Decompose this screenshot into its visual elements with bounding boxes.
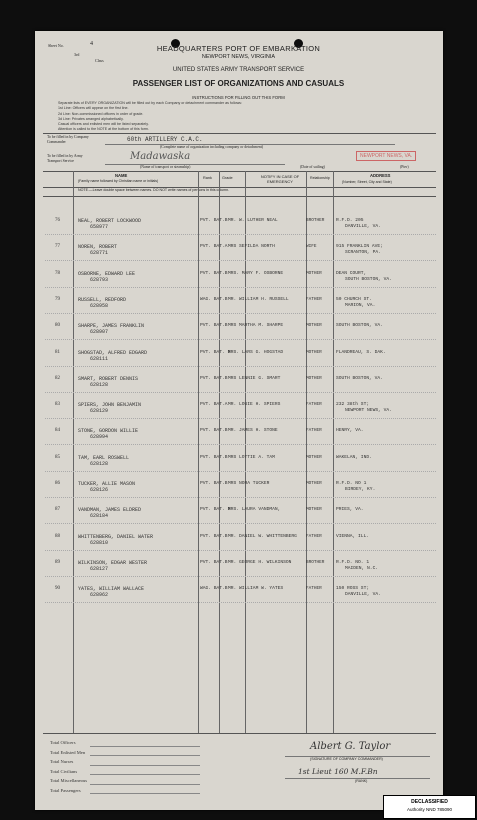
address-line-1: SOUTH BOSTON, VA. xyxy=(336,375,383,381)
emergency-contact: MR. LOUIE H. SPIERS xyxy=(228,402,281,408)
passenger-row xyxy=(0,297,477,321)
row-number: 86 xyxy=(55,481,60,486)
row-divider xyxy=(45,523,436,524)
passenger-name: SPIERS, JOHN BENJAMIN xyxy=(78,402,142,409)
address-line-2: SOUTH BOSTON, VA. xyxy=(345,276,392,282)
row-number: 83 xyxy=(55,402,60,408)
serial-number: 628129 xyxy=(90,408,109,415)
serial-number: 658977 xyxy=(90,224,109,230)
passenger-name: OSBORNE, EDWARD LEE xyxy=(78,270,136,277)
serial-number: 628128 xyxy=(90,460,109,467)
form-main-title: PASSENGER LIST OF ORGANIZATIONS AND CASUALS xyxy=(132,79,345,88)
declassified-authority: Authority NND 785090 xyxy=(406,807,453,812)
sheet-label: Sheet No. xyxy=(48,43,64,48)
instruction-line: Casual officers and enlisted men will be listed separately. xyxy=(58,122,149,127)
emergency-contact: MR. WILLIAM H. RUSSELL xyxy=(228,296,289,302)
totals-block xyxy=(50,738,87,795)
relationship: BROTHER xyxy=(306,559,325,565)
passenger-name: WHITTENBERG, DANIEL WATER xyxy=(78,533,154,540)
serial-number: 628793 xyxy=(90,276,109,283)
address-line-1: R.F.D. NO. 1 xyxy=(336,559,370,565)
emergency-contact: MRS LOTTIE A. TAM xyxy=(228,454,275,460)
form-subtitle-location: NEWPORT NEWS, VIRGINIA xyxy=(201,54,276,60)
instructions-title: INSTRUCTIONS FOR FILLING OUT THIS FORM xyxy=(192,95,285,100)
address-line-2: BIRDEY, KY. xyxy=(345,487,376,492)
passenger-row xyxy=(0,534,477,558)
instruction-line: 1st Line: Officers will appear on the first line. xyxy=(58,106,129,111)
emergency-contact: MRS MARTHA M. SHARPE xyxy=(228,323,284,329)
passenger-name: VANDMAN, JAMES ELDRED xyxy=(78,507,142,514)
port-stamp: NEWPORT NEWS, VA. xyxy=(356,151,416,161)
passenger-name: SHARPE, JAMES FRANKLIN xyxy=(78,323,145,330)
relationship: MOTHER xyxy=(306,454,322,460)
relationship: MOTHER xyxy=(306,507,322,513)
instruction-line: Separate lists of EVERY ORGANIZATION will be filled out by each Company or detachment commander as follows: xyxy=(58,101,242,105)
row-divider xyxy=(45,366,436,367)
emergency-contact: MRS NORA TUCKER xyxy=(228,481,270,486)
rank-grade: PVT. BAT.B xyxy=(200,270,228,276)
total-officers: Total Officers xyxy=(50,740,76,745)
rank-grade: PVT. BAT.B xyxy=(200,481,228,486)
rank-grade: PVT. BAT.B xyxy=(200,323,228,329)
relationship: MOTHER xyxy=(306,375,322,381)
rank-grade: PVT. BAT.B xyxy=(200,428,228,434)
serial-number: 628126 xyxy=(90,487,109,493)
signature-caption: (SIGNATURE OF COMPANY COMMANDER) xyxy=(310,757,383,761)
relationship: FATHER xyxy=(306,296,322,302)
row-divider xyxy=(45,339,436,340)
row-divider xyxy=(45,471,436,472)
relationship: MOTHER xyxy=(306,323,322,329)
date-caption: (Date of sailing) xyxy=(300,165,325,169)
row-divider xyxy=(45,418,436,419)
emergency-contact: MR. GEORGE H. WILKINSON xyxy=(228,559,292,565)
total-line xyxy=(90,755,200,756)
row-divider xyxy=(45,287,436,288)
emergency-contact: MRS. MARY F. OSBORNE xyxy=(228,270,284,276)
total-line xyxy=(90,774,200,775)
passenger-row xyxy=(0,218,477,242)
passenger-row xyxy=(0,402,477,426)
col-header-name-sub: (Family name followed by Christian name or initials) xyxy=(78,179,159,183)
row-divider xyxy=(45,576,436,577)
emergency-contact: MR. DANIEL W. WHITTENBERG xyxy=(228,533,297,539)
passenger-row xyxy=(0,507,477,531)
organization-value: 60th ARTILLERY C.A.C. xyxy=(127,136,203,143)
passenger-row xyxy=(0,323,477,347)
passenger-name: WILKINSON, EDGAR WESTER xyxy=(78,559,148,566)
rank-grade: WAG. BAT.B xyxy=(200,586,228,592)
divider xyxy=(43,171,436,172)
total-line xyxy=(90,793,200,794)
row-divider xyxy=(45,550,436,551)
relationship: FATHER xyxy=(306,586,322,592)
address-line-2: SCRANTON, PA. xyxy=(345,250,381,256)
rank-grade: PVT. BAT.B xyxy=(200,454,228,460)
row-divider xyxy=(45,497,436,498)
pier-caption: (Pier) xyxy=(400,165,409,169)
rank-grade: PVT. BAT. B xyxy=(200,349,231,355)
serial-number: 628810 xyxy=(90,539,109,546)
passenger-name: STONE, GORDON WILLIE xyxy=(78,428,139,435)
transport-value: Madawaska xyxy=(130,151,191,162)
serial-number: 628958 xyxy=(90,302,109,309)
rank-grade: WAG. BAT.B xyxy=(200,296,228,302)
passenger-row xyxy=(0,376,477,400)
organization-caption: (Complete name of organization including company or detachment) xyxy=(160,145,264,149)
address-line-2: MARION, VA. xyxy=(345,302,376,308)
sheet-number: 4 xyxy=(90,41,93,47)
instruction-line: Attention is called to the NOTE at the bottom of this form. xyxy=(58,127,149,132)
relationship: FATHER xyxy=(306,402,322,408)
address-line-1: SOUTH BOSTON, VA. xyxy=(336,323,383,329)
relationship: MOTHER xyxy=(306,349,322,355)
address-line-1: 915 FRANKLIN AVE; xyxy=(336,244,383,250)
relationship: MOTHER xyxy=(306,481,322,486)
instructions-block xyxy=(58,101,428,133)
rank-grade: PVT. BAT.A xyxy=(200,402,228,408)
row-number: 80 xyxy=(55,323,60,329)
passenger-name: TUCKER, ALLIE MASON xyxy=(78,481,136,487)
row-divider xyxy=(45,260,436,261)
passenger-row xyxy=(0,586,477,610)
address-line-2: NEWPORT NEWS, VA. xyxy=(345,408,392,414)
col-header-grade: Grade xyxy=(222,176,233,180)
relationship: WIFE xyxy=(306,244,317,250)
rank-grade: PVT. BAT.A xyxy=(200,244,228,250)
total-line xyxy=(90,784,200,785)
address-line-2: DANVILLE, VA. xyxy=(345,592,381,598)
total-miscellaneous: Total Miscellaneous xyxy=(50,778,88,783)
emergency-contact: MRS LENNIE G. SMART xyxy=(228,375,281,381)
col-header-address: ADDRESS xyxy=(370,173,391,178)
serial-number: 628907 xyxy=(90,329,109,336)
transport-caption: (Name of transport or steamship) xyxy=(140,165,191,169)
declassified-label: DECLASSIFIED xyxy=(411,799,448,805)
sheet-total: 3rd xyxy=(74,52,80,57)
row-divider xyxy=(45,392,436,393)
row-number: 84 xyxy=(55,428,60,434)
emergency-contact: MRS SEFILDA NORTH xyxy=(228,244,275,250)
row-divider xyxy=(45,602,436,603)
relationship: BROTHER xyxy=(306,218,325,223)
row-number: 76 xyxy=(55,218,60,223)
col-header-notify: NOTIFY IN CASE OF EMERGENCY xyxy=(260,174,300,184)
relationship: FATHER xyxy=(306,428,322,434)
instruction-line: 3d Line: Privates arranged alphabetically. xyxy=(58,116,124,121)
passenger-name: YATES, WILLIAM WALLACE xyxy=(78,586,145,593)
emergency-contact: MRS. LARS G. HOGSTAD xyxy=(228,349,284,355)
row-number: 85 xyxy=(55,454,60,460)
address-line-2: DANVILLE, VA. xyxy=(345,224,381,229)
passenger-name: SMART, ROBERT DENNIS xyxy=(78,375,139,382)
serial-number: 628771 xyxy=(90,250,109,257)
serial-number: 628994 xyxy=(90,434,109,441)
commander-signature: Albert G. Taylor xyxy=(310,741,391,752)
emergency-contact: MR. JAMES H. STONE xyxy=(228,428,278,434)
serial-number: 628962 xyxy=(90,592,109,599)
serial-number: 628128 xyxy=(90,381,109,388)
rank-grade: PVT. BAT. B xyxy=(200,507,231,513)
row-number: 79 xyxy=(55,296,60,302)
passenger-row xyxy=(0,244,477,268)
total-line xyxy=(90,765,200,766)
row-number: 77 xyxy=(55,244,60,250)
divider xyxy=(43,133,436,134)
address-line-2: MAIDEN, N.C. xyxy=(345,565,379,571)
address-line-1: 150 ROSS ST; xyxy=(336,586,370,592)
passenger-name: TAM, EARL ROSWELL xyxy=(78,454,130,461)
emergency-contact: MR. W. LUTHER NEAL xyxy=(228,218,278,223)
total-enlisted-men: Total Enlisted Men xyxy=(50,749,86,755)
address-line-1: WAKELAN, IND. xyxy=(336,454,372,460)
passenger-row xyxy=(0,455,477,479)
passenger-row xyxy=(0,350,477,374)
serial-number: 628184 xyxy=(90,513,109,520)
serial-number: 628127 xyxy=(90,565,109,572)
col-header-address-sub: (Number, Street, City and State) xyxy=(342,180,392,184)
passenger-name: RUSSELL, REDFORD xyxy=(78,296,127,303)
divider xyxy=(43,196,436,197)
instruction-line: 2d Line: Non-commissioned officers in order of grade. xyxy=(58,111,144,116)
address-line-1: VIENNA, ILL. xyxy=(336,533,370,539)
rank-grade: PVT. BAT.B xyxy=(200,533,228,539)
row-number: 89 xyxy=(55,559,60,565)
row-number: 87 xyxy=(55,507,60,513)
commander-rank: 1st Lieut 160 M.F.Bn xyxy=(298,767,378,776)
rank-grade: PVT. BAT.B xyxy=(200,375,228,381)
passenger-row xyxy=(0,481,477,505)
row-number: 82 xyxy=(55,375,60,381)
emergency-contact: MR. WILLIAM W. YATES xyxy=(228,586,284,592)
relationship: FATHER xyxy=(306,533,322,539)
form-note: NOTE.—Leave double space between names. DO NOT write names of persons in this column. xyxy=(78,188,230,192)
row-number: 90 xyxy=(55,586,60,592)
total-nurses: Total Nurses xyxy=(50,759,74,764)
address-line-1: PRIES, VA. xyxy=(336,507,364,513)
rank-grade: PVT. BAT.B xyxy=(200,559,228,565)
address-line-1: DEAN COURT, xyxy=(336,270,367,276)
col-header-rank: Rank xyxy=(203,176,212,180)
org-fill-label: To be filled in by Company Commander xyxy=(47,135,89,144)
relationship: MOTHER xyxy=(306,270,322,276)
passenger-row xyxy=(0,428,477,452)
address-line-1: 232 38th ST; xyxy=(336,402,370,408)
col-header-name: NAME xyxy=(115,173,128,178)
row-number: 78 xyxy=(55,270,60,276)
form-subtitle-service: UNITED STATES ARMY TRANSPORT SERVICE xyxy=(172,67,305,73)
rank-caption: (RANK) xyxy=(355,779,368,783)
address-line-1: FLANDREAU, S. DAK. xyxy=(336,349,386,355)
rank-grade: PVT. BAT.B xyxy=(200,218,228,223)
address-line-1: R.F.D. 205 xyxy=(336,218,364,223)
col-header-relationship: Relationship xyxy=(310,176,330,180)
passenger-name: NEAL, ROBERT LOCKWOOD xyxy=(78,218,142,224)
row-divider xyxy=(45,444,436,445)
passenger-name: NOREN, ROBERT xyxy=(78,244,118,251)
transport-underline xyxy=(105,164,285,165)
row-number: 88 xyxy=(55,533,60,539)
address-line-1: HENRY, VA. xyxy=(336,428,364,434)
total-passengers: Total Passengers xyxy=(50,787,81,793)
row-divider xyxy=(45,234,436,235)
form-title-hq: HEADQUARTERS PORT OF EMBARKATION xyxy=(156,44,321,53)
address-line-1: R.F.D. NO 1 xyxy=(336,481,367,486)
passenger-name: SHOGSTAD, ALFRED EDGARD xyxy=(78,349,148,356)
divider xyxy=(43,733,436,734)
address-line-1: 50 CHURCH ST. xyxy=(336,296,372,302)
emergency-contact: MRS. LAURA VANDMAN, xyxy=(228,507,281,513)
total-line xyxy=(90,746,200,747)
row-number: 81 xyxy=(55,349,60,355)
total-civilians: Total Civilians xyxy=(50,768,78,774)
passenger-row xyxy=(0,560,477,584)
serial-number: 628111 xyxy=(90,355,109,362)
transport-fill-label: To be filled in by Army Transport Service xyxy=(47,154,83,163)
passenger-row xyxy=(0,271,477,295)
declassified-stamp xyxy=(383,795,476,819)
row-divider xyxy=(45,313,436,314)
class-label: Class xyxy=(95,58,104,63)
